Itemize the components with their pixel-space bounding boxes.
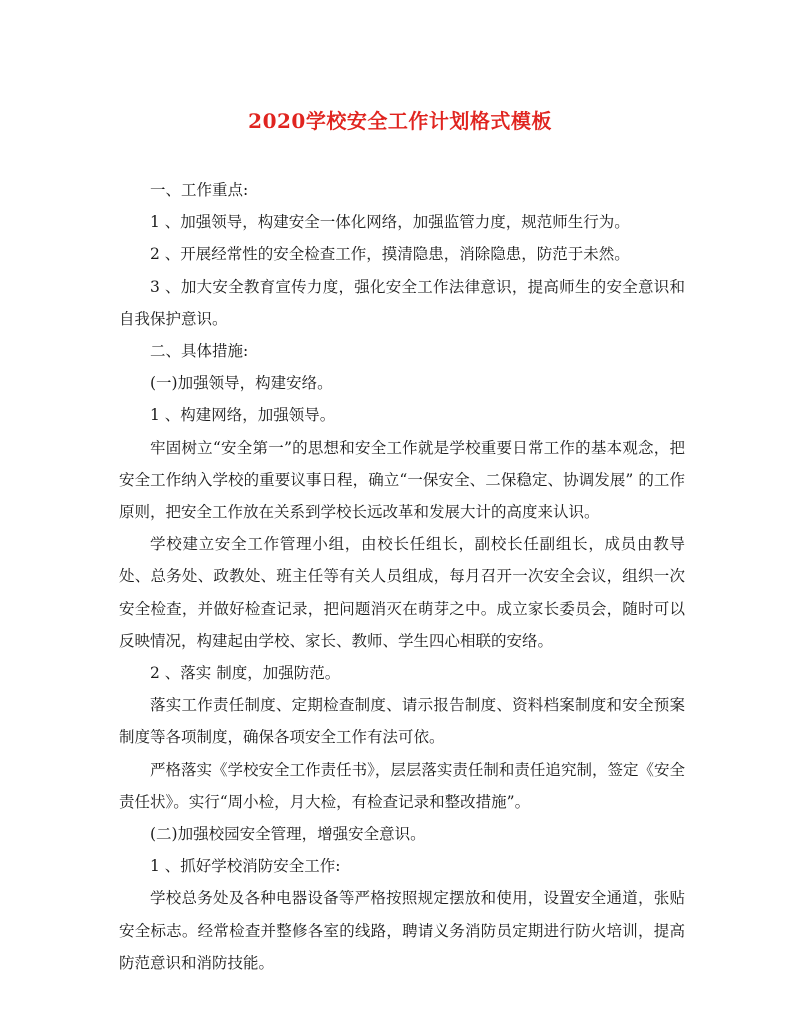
section-heading-work-focus: 一、工作重点: bbox=[150, 181, 249, 199]
paragraph-system-list: 落实工作责任制度、定期检查制度、请示报告制度、资料档案制度和安全预案制度等各项制度，确保各项安全工作有法可依。 bbox=[119, 696, 685, 747]
document-body bbox=[119, 174, 685, 979]
paragraph-safety-first: 牢固树立“安全第一”的思想和安全工作就是学校重要日常工作的基本观念，把安全工作纳入学校的重要议事日程，确立“一保安全、二保稳定、协调发展” 的工作原则，把安全工作放在关系到学校长远改革和发展大计的高度来认识。 bbox=[119, 438, 685, 522]
paragraph-responsibility: 严格落实《学校安全工作责任书》，层层落实责任制和责任追究制，签定《安全责任状》。实行“周小检，月大检，有检查记录和整改措施”。 bbox=[119, 760, 685, 811]
document-title: 2020学校安全工作计划格式模板 bbox=[248, 109, 552, 133]
subitem-heading-network: 1 、构建网络，加强领导。 bbox=[150, 406, 336, 425]
paragraph-fire-safety: 学校总务处及各种电器设备等严格按照规定摆放和使用，设置安全通道，张贴安全标志。经常检查并整修各室的线路，聘请义务消防员定期进行防火培训，提高防范意识和消防技能。 bbox=[119, 889, 685, 972]
subitem-heading-fire-safety: 1 、抓好学校消防安全工作: bbox=[150, 857, 341, 876]
paragraph-item-1: 1 、加强领导，构建安全一体化网络，加强监管力度，规范师生行为。 bbox=[150, 213, 630, 232]
paragraph-item-3: 3 、加大安全教育宣传力度，强化安全工作法律意识，提高师生的安全意识和自我保护意识。 bbox=[119, 277, 685, 328]
subsection-heading-2: (二)加强校园安全管理，增强安全意识。 bbox=[150, 825, 426, 844]
subsection-heading-1: (一)加强领导，构建安络。 bbox=[150, 374, 333, 393]
paragraph-management-group: 学校建立安全工作管理小组，由校长任组长，副校长任副组长，成员由教导处、总务处、政教处、班主任等有关人员组成，每月召开一次安全会议，组织一次安全检查，并做好检查记录，把问题消灭在萌芽之中。成立家长委员会，随时可以反映情况，构建起由学校、家长、教师、学生四心相联的安络。 bbox=[119, 535, 685, 650]
section-heading-measures: 二、具体措施: bbox=[150, 342, 249, 361]
paragraph-item-2: 2 、开展经常性的安全检查工作，摸清隐患，消除隐患，防范于未然。 bbox=[150, 245, 630, 264]
subitem-heading-system: 2 、落实 制度，加强防范。 bbox=[150, 664, 341, 683]
